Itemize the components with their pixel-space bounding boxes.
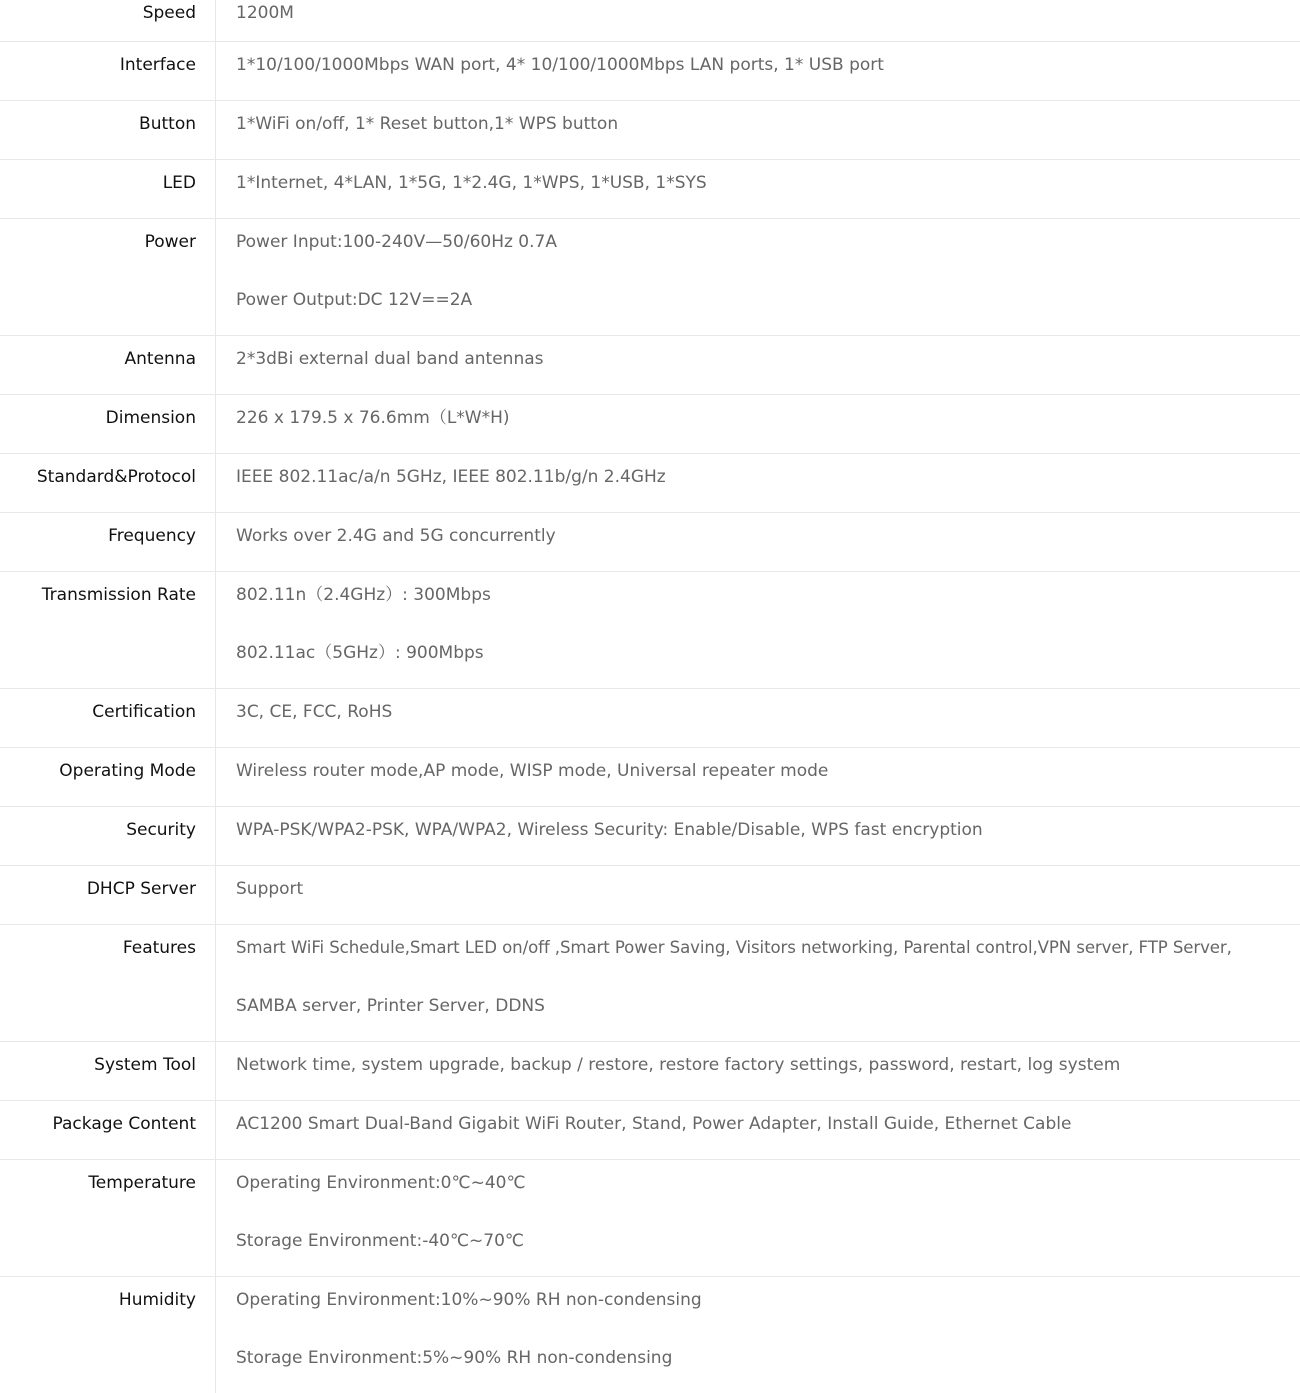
spec-value: Smart WiFi Schedule,Smart LED on/off ,Smart Power Saving, Visitors networking, Parental control,VPN server, FTP Server, [236,938,1232,957]
spec-value: Power Input:100-240V—50/60Hz 0.7A [236,232,557,252]
spec-value: Works over 2.4G and 5G concurrently [236,526,556,546]
spec-values [216,807,1300,865]
spec-values [216,160,1300,218]
spec-label: Humidity [0,1277,216,1393]
spec-label: Interface [0,42,216,100]
spec-label: Dimension [0,395,216,453]
spec-label: Antenna [0,336,216,394]
spec-value: 802.11ac（5GHz）: 900Mbps [236,643,484,663]
spec-value: AC1200 Smart Dual-Band Gigabit WiFi Router, Stand, Power Adapter, Install Guide, Ethernet Cable [236,1114,1072,1134]
spec-values [216,1101,1300,1159]
spec-label: Power [0,219,216,335]
spec-value: 3C, CE, FCC, RoHS [236,702,393,722]
spec-values [216,454,1300,512]
spec-value: 1*10/100/1000Mbps WAN port, 4* 10/100/1000Mbps LAN ports, 1* USB port [236,55,884,75]
spec-label: Temperature [0,1160,216,1276]
spec-value: 1200M [236,3,294,23]
spec-row-power [0,219,1300,336]
spec-label: Operating Mode [0,748,216,806]
spec-values [216,689,1300,747]
spec-row-button [0,101,1300,160]
spec-values [216,1277,1300,1393]
spec-label: Package Content [0,1101,216,1159]
spec-label: Speed [0,0,216,41]
spec-label: LED [0,160,216,218]
spec-row-interface [0,42,1300,101]
spec-values [216,101,1300,159]
spec-value: Operating Environment:0℃~40℃ [236,1173,526,1193]
spec-value: 1*WiFi on/off, 1* Reset button,1* WPS button [236,114,619,134]
spec-row-security [0,807,1300,866]
spec-row-frequency [0,513,1300,572]
spec-label: Security [0,807,216,865]
spec-row-package-content [0,1101,1300,1160]
spec-label: Features [0,925,216,1041]
spec-value: Power Output:DC 12V==2A [236,290,473,310]
spec-label: DHCP Server [0,866,216,924]
spec-values [216,572,1300,688]
spec-value: Storage Environment:-40℃~70℃ [236,1231,525,1251]
spec-value: Storage Environment:5%~90% RH non-condensing [236,1348,673,1368]
spec-label: Certification [0,689,216,747]
spec-value: Operating Environment:10%~90% RH non-condensing [236,1290,702,1310]
spec-row-certification [0,689,1300,748]
spec-value: Wireless router mode,AP mode, WISP mode, Universal repeater mode [236,761,829,781]
spec-row-system-tool [0,1042,1300,1101]
spec-values [216,395,1300,453]
spec-values [216,1042,1300,1100]
spec-label: System Tool [0,1042,216,1100]
spec-row-temperature [0,1160,1300,1277]
spec-label: Standard&Protocol [0,454,216,512]
spec-value: 226 x 179.5 x 76.6mm（L*W*H) [236,408,510,428]
spec-row-led [0,160,1300,219]
spec-value: Network time, system upgrade, backup / restore, restore factory settings, password, restart, log system [236,1055,1121,1075]
spec-row-features [0,925,1300,1042]
spec-label: Transmission Rate [0,572,216,688]
spec-row-speed [0,0,1300,42]
spec-value: 2*3dBi external dual band antennas [236,349,544,369]
spec-label: Frequency [0,513,216,571]
spec-values [216,925,1300,1041]
spec-value: WPA-PSK/WPA2-PSK, WPA/WPA2, Wireless Security: Enable/Disable, WPS fast encryption [236,820,983,840]
spec-values [216,513,1300,571]
spec-values [216,219,1300,335]
spec-value: Support [236,879,304,899]
spec-values [216,866,1300,924]
spec-values [216,1160,1300,1276]
spec-row-antenna [0,336,1300,395]
spec-row-transmission-rate [0,572,1300,689]
spec-row-operating-mode [0,748,1300,807]
spec-value: SAMBA server, Printer Server, DDNS [236,996,545,1016]
spec-row-standard-protocol [0,454,1300,513]
spec-row-humidity [0,1277,1300,1393]
spec-row-dhcp-server [0,866,1300,925]
spec-values [216,42,1300,100]
spec-value: 802.11n（2.4GHz）: 300Mbps [236,585,491,605]
spec-row-dimension [0,395,1300,454]
spec-label: Button [0,101,216,159]
spec-values [216,0,1300,41]
spec-value: 1*Internet, 4*LAN, 1*5G, 1*2.4G, 1*WPS, 1*USB, 1*SYS [236,173,707,193]
spec-values [216,336,1300,394]
spec-value: IEEE 802.11ac/a/n 5GHz, IEEE 802.11b/g/n 2.4GHz [236,467,666,487]
spec-values [216,748,1300,806]
